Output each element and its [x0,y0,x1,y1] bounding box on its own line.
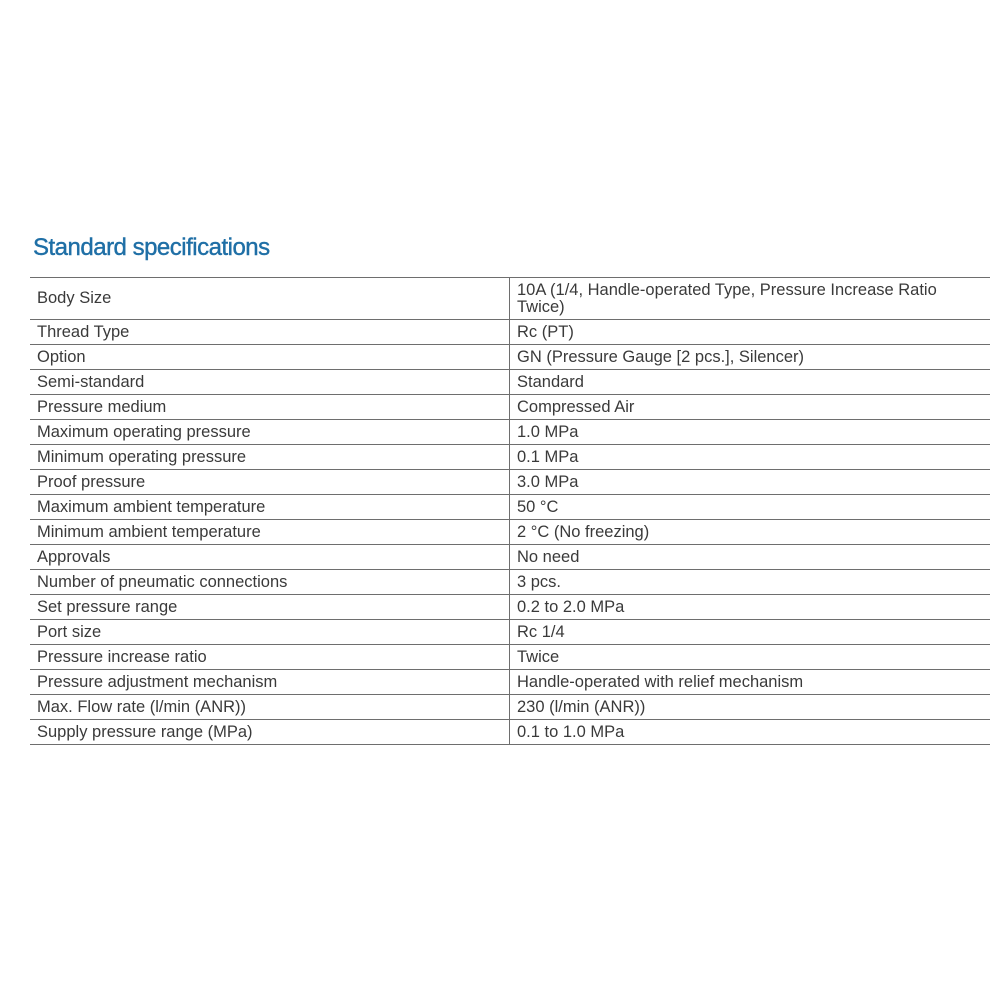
spec-value: 0.2 to 2.0 MPa [510,595,991,620]
spec-value: 50 °C [510,495,991,520]
spec-label: Minimum operating pressure [30,445,510,470]
spec-value: Handle-operated with relief mechanism [510,670,991,695]
spec-value: Rc 1/4 [510,620,991,645]
table-row [30,620,990,645]
table-row [30,695,990,720]
spec-label: Proof pressure [30,470,510,495]
spec-label: Maximum ambient temperature [30,495,510,520]
spec-label: Pressure adjustment mechanism [30,670,510,695]
spec-value: 0.1 MPa [510,445,991,470]
spec-value: 3.0 MPa [510,470,991,495]
table-row [30,470,990,495]
spec-value: Standard [510,370,991,395]
spec-label: Pressure increase ratio [30,645,510,670]
table-row [30,670,990,695]
table-row [30,720,990,745]
spec-value: 2 °C (No freezing) [510,520,991,545]
spec-value: 3 pcs. [510,570,991,595]
spec-value: Compressed Air [510,395,991,420]
table-row [30,520,990,545]
spec-label: Semi-standard [30,370,510,395]
table-row [30,445,990,470]
spec-label: Approvals [30,545,510,570]
spec-label: Port size [30,620,510,645]
spec-label: Minimum ambient temperature [30,520,510,545]
table-row [30,278,990,320]
spec-label: Supply pressure range (MPa) [30,720,510,745]
table-row [30,595,990,620]
spec-value: No need [510,545,991,570]
table-row [30,320,990,345]
page-title: Standard specifications [33,234,270,261]
spec-value: 0.1 to 1.0 MPa [510,720,991,745]
spec-value: 10A (1/4, Handle-operated Type, Pressure Increase Ratio Twice) [510,278,991,320]
spec-label: Max. Flow rate (l/min (ANR)) [30,695,510,720]
table-row [30,395,990,420]
table-row [30,420,990,445]
spec-label: Maximum operating pressure [30,420,510,445]
spec-label: Pressure medium [30,395,510,420]
spec-label: Number of pneumatic connections [30,570,510,595]
spec-label: Thread Type [30,320,510,345]
table-row [30,545,990,570]
table-row [30,645,990,670]
spec-value: GN (Pressure Gauge [2 pcs.], Silencer) [510,345,991,370]
table-row [30,370,990,395]
spec-label: Body Size [30,278,510,320]
spec-value: Twice [510,645,991,670]
spec-value: Rc (PT) [510,320,991,345]
spec-value: 1.0 MPa [510,420,991,445]
table-row [30,345,990,370]
spec-table [30,277,990,745]
spec-value: 230 (l/min (ANR)) [510,695,991,720]
spec-label: Option [30,345,510,370]
spec-label: Set pressure range [30,595,510,620]
table-row [30,495,990,520]
table-row [30,570,990,595]
